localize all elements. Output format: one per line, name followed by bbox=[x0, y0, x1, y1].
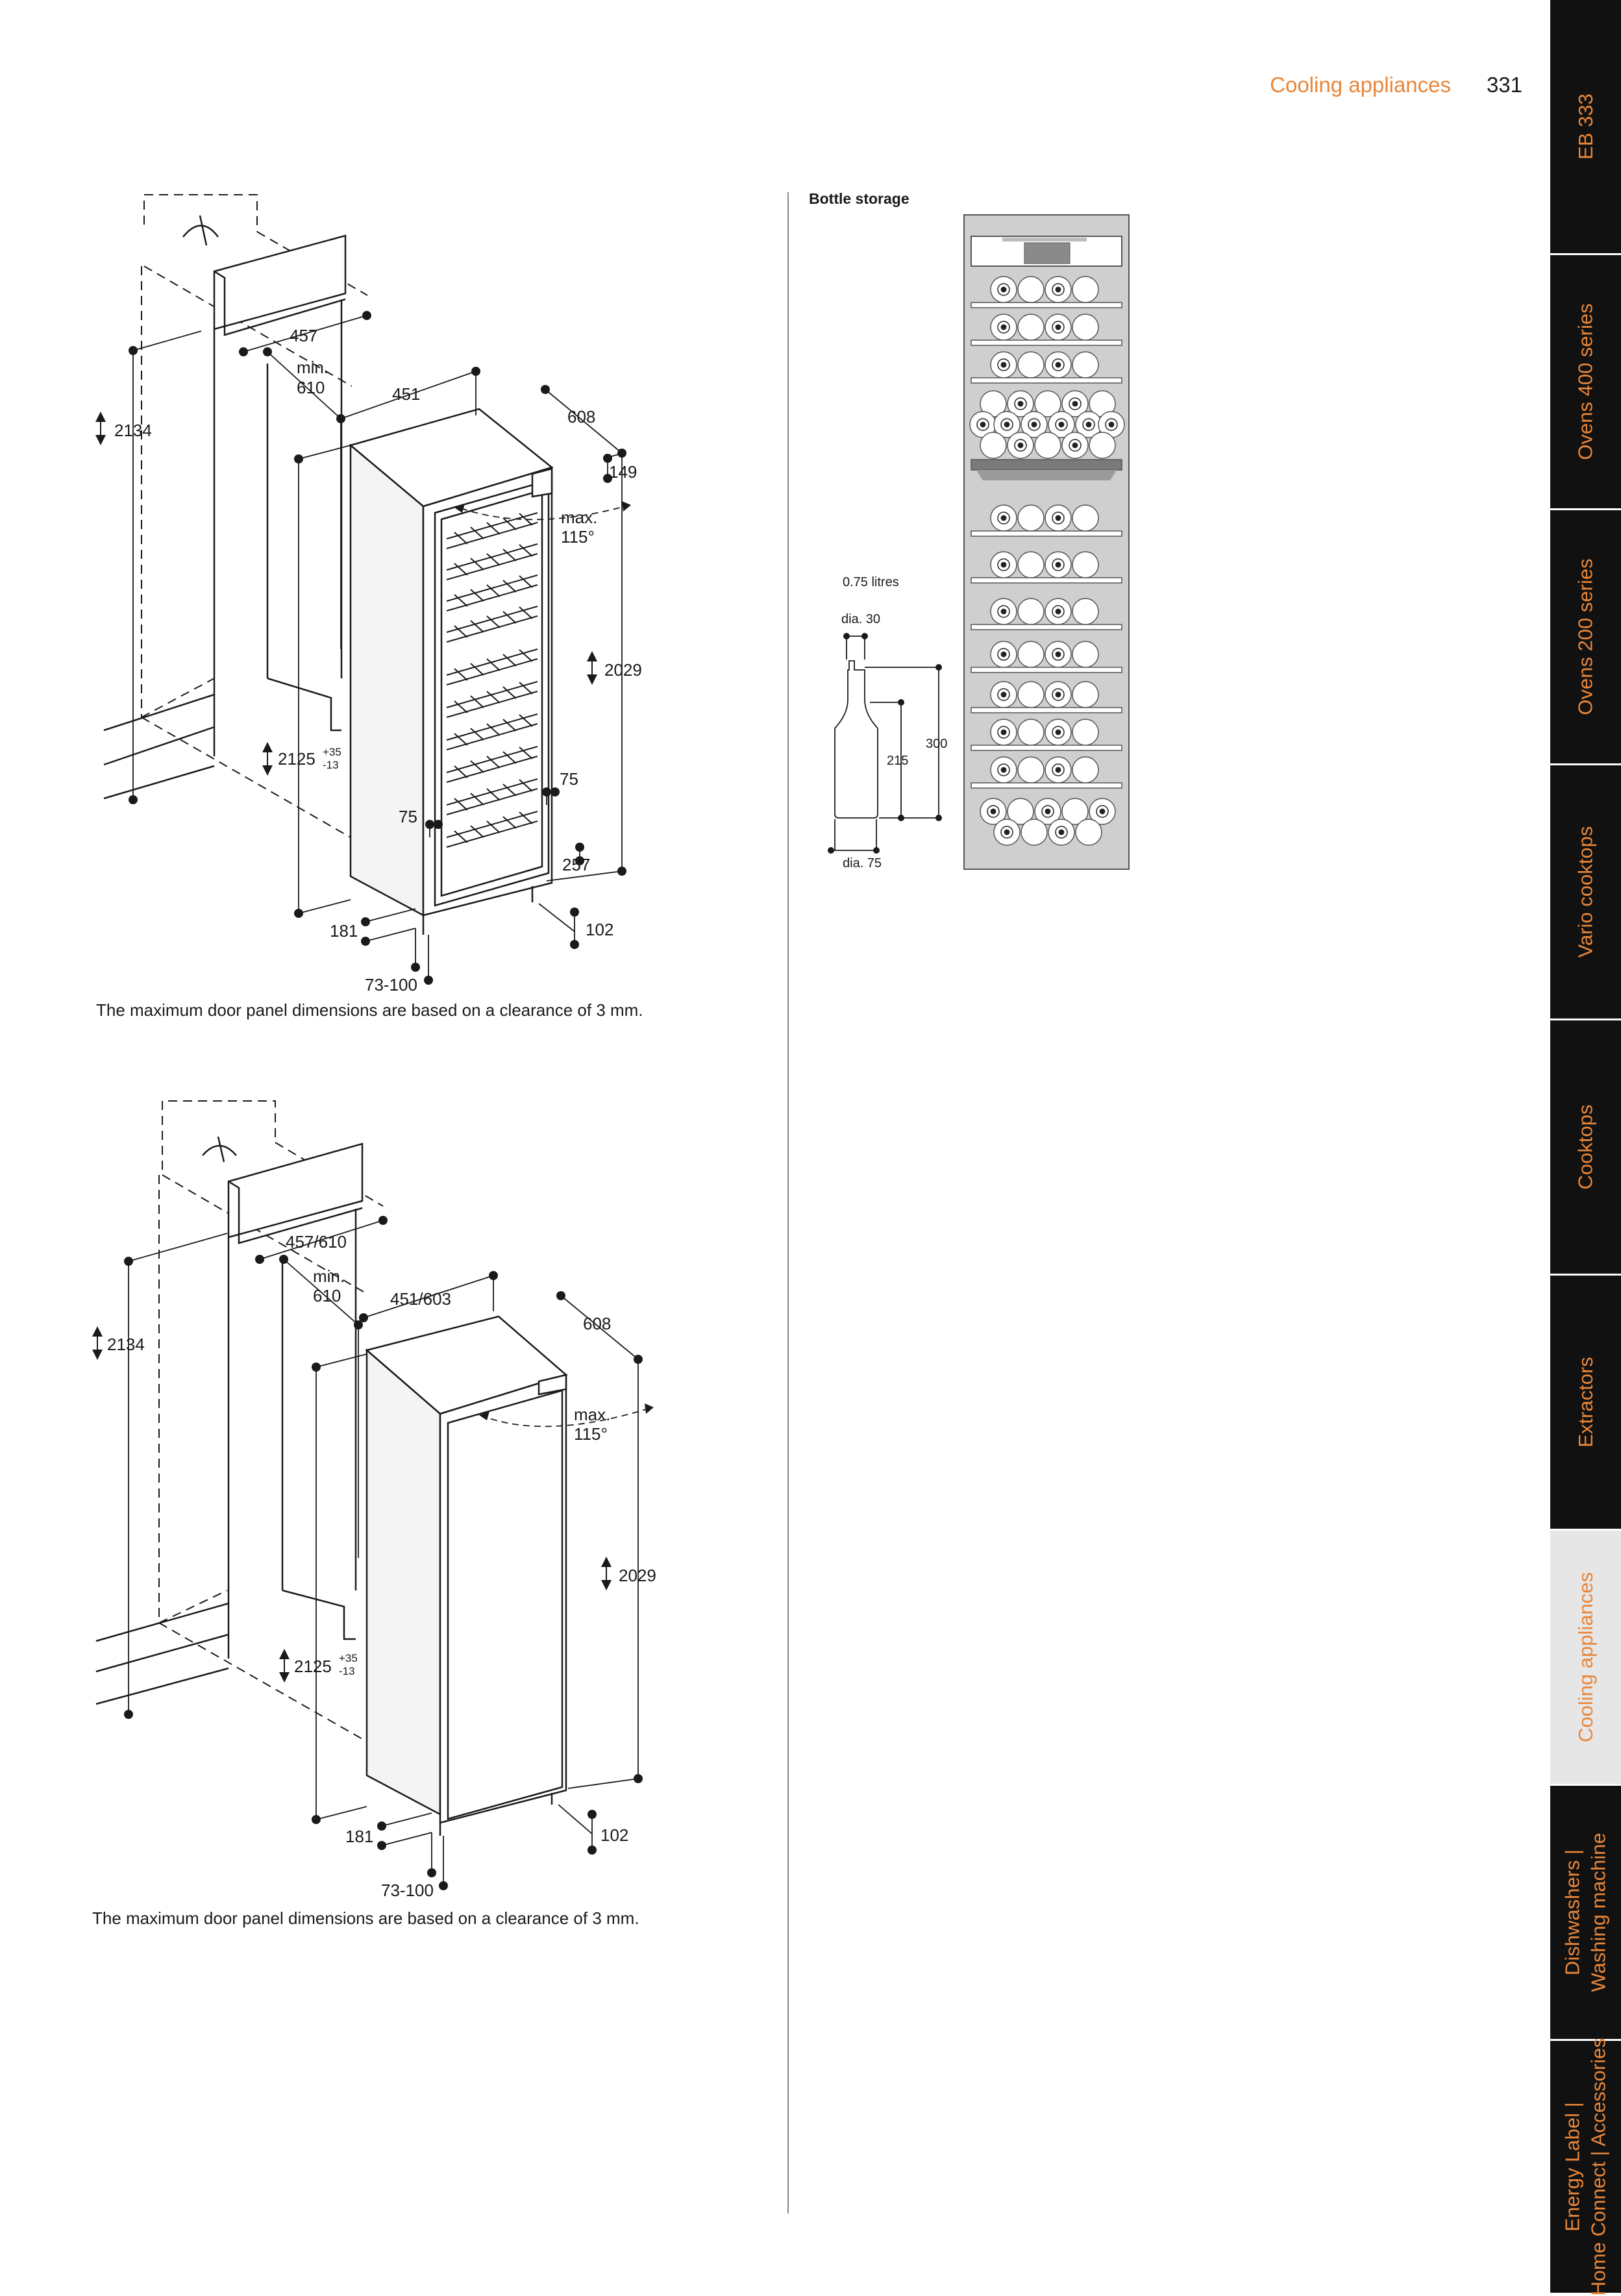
dim-side-gap-right: 75 bbox=[560, 769, 578, 789]
bottle-end bbox=[1018, 505, 1044, 531]
dim-cover-width: 457 bbox=[290, 326, 318, 345]
bottle-storage-title: Bottle storage bbox=[809, 190, 909, 207]
bottle-end bbox=[1018, 552, 1044, 578]
shelf bbox=[971, 340, 1122, 345]
dim-niche-height: 2134 bbox=[107, 1335, 145, 1354]
tab-extractors[interactable] bbox=[1550, 1276, 1621, 1531]
tab-label: Ovens 200 series bbox=[1574, 558, 1597, 715]
bottle-cork bbox=[1018, 401, 1024, 407]
bottle-body-height: 215 bbox=[887, 754, 909, 768]
bottle-end bbox=[1018, 314, 1044, 340]
panel-strip bbox=[1002, 238, 1087, 241]
dim-foot-height: 102 bbox=[586, 920, 614, 939]
dim-tolerance-plus: +35 bbox=[323, 746, 341, 758]
bottle-end bbox=[1072, 682, 1098, 708]
bottle-cork bbox=[1001, 362, 1007, 368]
bottle-cork bbox=[1056, 325, 1061, 330]
tab-dishwashers-washing-machine[interactable] bbox=[1550, 1786, 1621, 2041]
bottle-cork bbox=[1056, 609, 1061, 615]
bottle-total-height: 300 bbox=[926, 737, 948, 751]
bottle-cork bbox=[1001, 562, 1007, 568]
bottle-cork bbox=[1001, 287, 1007, 293]
shelf bbox=[971, 378, 1122, 383]
dim-max-label: max. bbox=[574, 1405, 611, 1424]
display bbox=[1024, 243, 1070, 264]
divider-shelf bbox=[971, 460, 1122, 470]
tab-ovens-400-series[interactable] bbox=[1550, 255, 1621, 510]
tab-label: Extractors bbox=[1574, 1357, 1597, 1448]
shelf bbox=[971, 624, 1122, 630]
shelf bbox=[971, 667, 1122, 673]
bottle-cork bbox=[1045, 809, 1051, 815]
bottle-end bbox=[1072, 277, 1098, 302]
bottle-cork bbox=[1056, 515, 1061, 521]
chapter-sidebar bbox=[1550, 0, 1621, 2296]
bottle-cork bbox=[1001, 730, 1007, 735]
dim-min-label: min. bbox=[313, 1266, 345, 1286]
tab-label-line: Dishwashers | bbox=[1561, 1849, 1584, 1976]
page-number: 331 bbox=[1486, 73, 1522, 97]
bottle-cork bbox=[991, 809, 996, 815]
dim-appliance-width: 451 bbox=[392, 384, 421, 404]
tab-label-line: Washing machine bbox=[1587, 1833, 1610, 1992]
bottle-cork bbox=[1001, 692, 1007, 698]
shelf bbox=[971, 708, 1122, 713]
tab-label: Cooling appliances bbox=[1574, 1572, 1597, 1742]
dim-door-offset: 149 bbox=[609, 462, 637, 482]
bottle-body-diameter: dia. 75 bbox=[843, 856, 882, 870]
bottle-neck-diameter: dia. 30 bbox=[841, 612, 881, 626]
dim-foot-height: 102 bbox=[600, 1825, 629, 1845]
bottle-end bbox=[1035, 432, 1061, 458]
dim-niche-height-inner: 2125 bbox=[278, 749, 316, 769]
tab-label: Ovens 400 series bbox=[1574, 303, 1597, 460]
dim-plinth-height: 181 bbox=[330, 921, 358, 941]
dim-appliance-width: 451/603 bbox=[390, 1289, 451, 1309]
bottle-end bbox=[1018, 277, 1044, 302]
dim-max-label: max. bbox=[561, 508, 598, 527]
bottle-cork bbox=[1056, 692, 1061, 698]
bottle-storage-cabinet bbox=[963, 214, 1131, 871]
bottle-cork bbox=[980, 422, 986, 428]
bottle-end bbox=[1076, 819, 1102, 845]
bottle-end bbox=[1072, 599, 1098, 624]
tab-label bbox=[1560, 1833, 1612, 1992]
dim-plinth-depth: 257 bbox=[562, 855, 591, 874]
bottle-cork bbox=[1004, 830, 1010, 835]
bottle-cork bbox=[1056, 767, 1061, 773]
shelf bbox=[971, 578, 1122, 583]
dim-min-label: min. bbox=[297, 358, 329, 377]
bottle-cork bbox=[1100, 809, 1106, 815]
dim-cover-width: 457/610 bbox=[286, 1232, 347, 1252]
bottle-cork bbox=[1004, 422, 1010, 428]
dim-adjust-range: 73-100 bbox=[365, 975, 417, 994]
bottle-cork bbox=[1001, 767, 1007, 773]
bottle-cork bbox=[1018, 443, 1024, 449]
divider-shadow bbox=[976, 470, 1117, 480]
tab-label: Cooktops bbox=[1574, 1104, 1597, 1190]
tab-cooktops[interactable] bbox=[1550, 1020, 1621, 1276]
column-divider bbox=[787, 192, 789, 2214]
bottle-cork bbox=[1059, 422, 1065, 428]
bottle-end bbox=[1072, 757, 1098, 783]
bottle-cork bbox=[1056, 287, 1061, 293]
bottle-end bbox=[1072, 719, 1098, 745]
tab-label: EB 333 bbox=[1574, 93, 1597, 160]
bottle-cork bbox=[1001, 652, 1007, 658]
tab-cooling-appliances[interactable] bbox=[1550, 1531, 1621, 1786]
tab-energy-label-home-connect-accessories[interactable] bbox=[1550, 2038, 1621, 2296]
shelf bbox=[971, 745, 1122, 750]
bottle-cork bbox=[1056, 562, 1061, 568]
bottle-end bbox=[1018, 641, 1044, 667]
dim-niche-height-inner: 2125 bbox=[294, 1657, 332, 1676]
dim-tolerance-minus: -13 bbox=[323, 759, 339, 771]
bottle-cork bbox=[1001, 609, 1007, 615]
dim-appliance-height: 2029 bbox=[619, 1566, 656, 1585]
dim-tolerance-plus: +35 bbox=[339, 1652, 358, 1664]
shelf bbox=[971, 531, 1122, 536]
dim-plinth-height: 181 bbox=[345, 1827, 374, 1846]
dim-appliance-depth: 608 bbox=[583, 1314, 612, 1333]
bottle-cork bbox=[1056, 730, 1061, 735]
diagram-caption: The maximum door panel dimensions are based on a clearance of 3 mm. bbox=[92, 1908, 639, 1928]
bottle-end bbox=[1072, 552, 1098, 578]
bottle-end bbox=[1018, 719, 1044, 745]
bottle-cork bbox=[1056, 362, 1061, 368]
bottle-end bbox=[1018, 757, 1044, 783]
tab-label-line: Energy Label | bbox=[1561, 2102, 1584, 2232]
bottle-end bbox=[1072, 314, 1098, 340]
bottle-end bbox=[980, 432, 1006, 458]
dim-appliance-height: 2029 bbox=[604, 660, 642, 680]
shelf bbox=[971, 783, 1122, 788]
tab-ovens-200-series[interactable] bbox=[1550, 510, 1621, 765]
tab-label-line: Home Connect | Accessories bbox=[1587, 2038, 1610, 2296]
bottle-end bbox=[1072, 352, 1098, 378]
bottle-cork bbox=[1072, 401, 1078, 407]
tab-label: Vario cooktops bbox=[1574, 826, 1597, 958]
bottle-cork bbox=[1032, 422, 1037, 428]
tab-vario-cooktops[interactable] bbox=[1550, 765, 1621, 1020]
bottle-end bbox=[1089, 432, 1115, 458]
bottle-end bbox=[1018, 352, 1044, 378]
bottle-cork bbox=[1001, 515, 1007, 521]
dim-min-depth: 610 bbox=[297, 378, 325, 397]
dim-niche-height: 2134 bbox=[114, 421, 152, 440]
bottle-cork bbox=[1072, 443, 1078, 449]
bottle-end bbox=[1072, 505, 1098, 531]
diagram-caption: The maximum door panel dimensions are based on a clearance of 3 mm. bbox=[96, 1000, 643, 1020]
bottle-dimension-diagram bbox=[824, 565, 980, 876]
tab-label bbox=[1560, 2038, 1612, 2295]
bottle-volume-label: 0.75 litres bbox=[843, 575, 899, 589]
tab-eb-333[interactable] bbox=[1550, 0, 1621, 255]
installation-diagram-panel-door bbox=[0, 1071, 714, 1941]
dim-appliance-depth: 608 bbox=[567, 407, 596, 426]
bottle-cork bbox=[1056, 652, 1061, 658]
dim-side-gap-left: 75 bbox=[399, 807, 417, 826]
bottle-end bbox=[1018, 682, 1044, 708]
dim-tolerance-minus: -13 bbox=[339, 1665, 355, 1677]
bottle-cork bbox=[1001, 325, 1007, 330]
bottle-cork bbox=[1059, 830, 1065, 835]
dim-door-angle: 115° bbox=[561, 527, 595, 547]
bottle-end bbox=[1018, 599, 1044, 624]
bottle-end bbox=[1072, 641, 1098, 667]
dim-adjust-range: 73-100 bbox=[381, 1881, 434, 1900]
bottle-end bbox=[1021, 819, 1047, 845]
dim-min-depth: 610 bbox=[313, 1286, 341, 1305]
shelf bbox=[971, 302, 1122, 308]
section-title: Cooling appliances bbox=[1270, 73, 1451, 97]
bottle-cork bbox=[1109, 422, 1115, 428]
dim-door-angle: 115° bbox=[574, 1424, 608, 1444]
installation-diagram-glass-door bbox=[0, 0, 714, 1013]
bottle-cork bbox=[1086, 422, 1092, 428]
